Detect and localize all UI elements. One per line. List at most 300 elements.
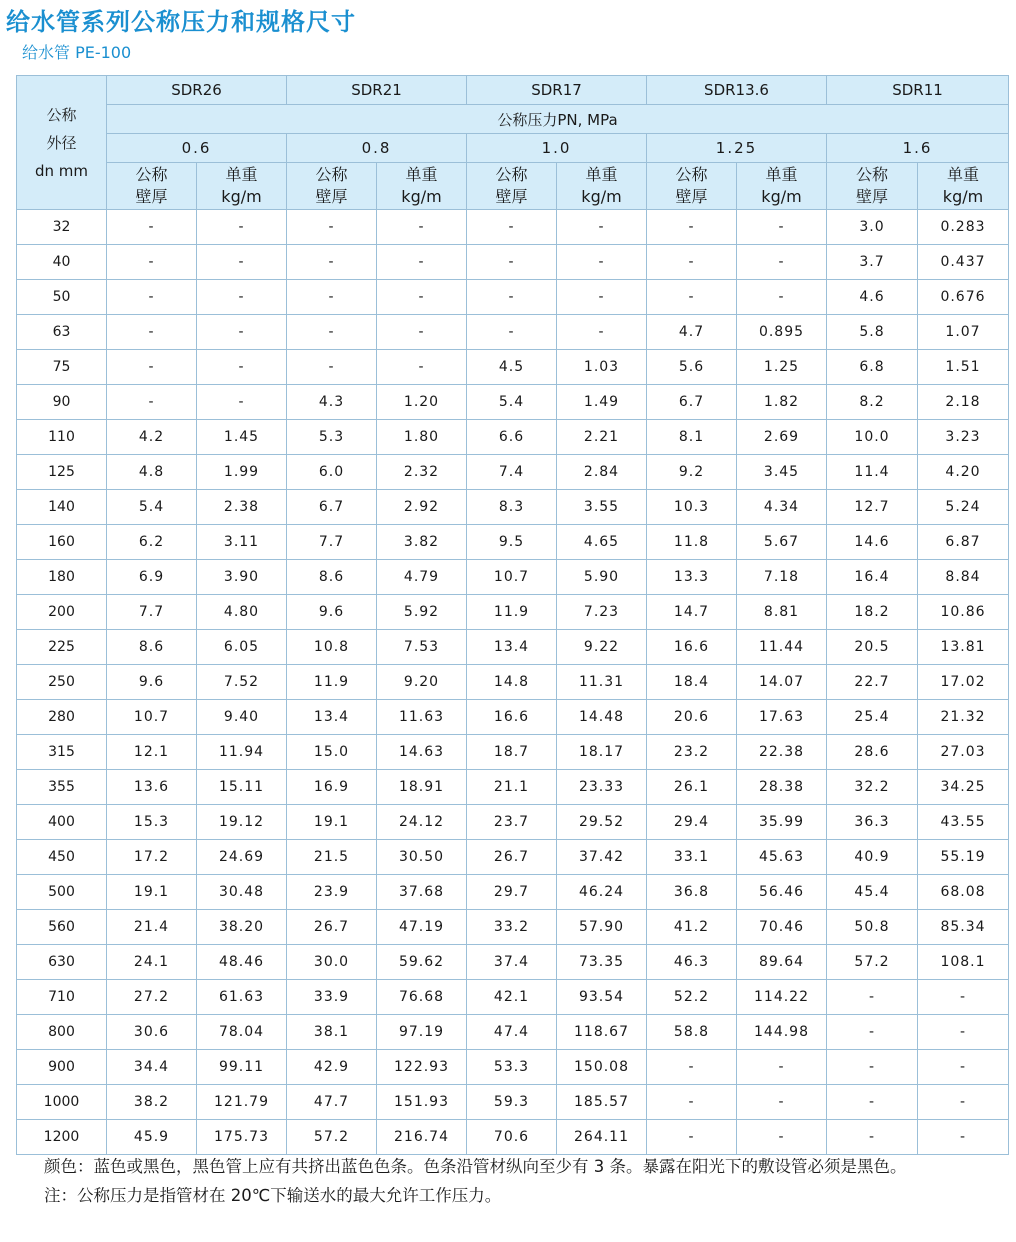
wall-thickness-cell: - (107, 350, 197, 385)
unit-weight-cell: 19.12 (197, 805, 287, 840)
wall-thickness-cell: - (107, 315, 197, 350)
unit-weight-cell: 24.12 (377, 805, 467, 840)
wall-thickness-cell: 12.1 (107, 735, 197, 770)
unit-weight-cell: 1.20 (377, 385, 467, 420)
wall-thickness-cell: 7.7 (107, 595, 197, 630)
wall-thickness-cell: 47.4 (467, 1015, 557, 1050)
unit-weight-cell: - (737, 1050, 827, 1085)
unit-weight-cell: 2.18 (918, 385, 1009, 420)
unit-weight-cell: - (197, 350, 287, 385)
table-row (17, 350, 1009, 385)
unit-weight-cell: 38.20 (197, 910, 287, 945)
unit-weight-cell: - (197, 385, 287, 420)
wall-thickness-cell: 4.5 (467, 350, 557, 385)
unit-weight-cell: 175.73 (197, 1120, 287, 1155)
unit-weight-cell: - (918, 1120, 1009, 1155)
wall-thickness-cell: 6.9 (107, 560, 197, 595)
unit-weight-cell: - (377, 210, 467, 245)
wall-thickness-cell: 52.2 (647, 980, 737, 1015)
wall-thickness-cell: 37.4 (467, 945, 557, 980)
unit-weight-cell: - (557, 245, 647, 280)
wall-thickness-header (647, 163, 737, 210)
wall-thickness-cell: 9.5 (467, 525, 557, 560)
wall-thickness-cell: 59.3 (467, 1085, 557, 1120)
unit-weight-header-line: 单重 (405, 165, 438, 184)
dn-cell: 160 (17, 525, 107, 560)
wall-thickness-cell: 4.6 (827, 280, 918, 315)
unit-weight-cell: 121.79 (197, 1085, 287, 1120)
unit-weight-cell: 43.55 (918, 805, 1009, 840)
unit-weight-cell: - (918, 1050, 1009, 1085)
unit-weight-cell: 14.63 (377, 735, 467, 770)
wall-thickness-header-line: 公称 (675, 165, 708, 184)
wall-thickness-cell: 10.7 (467, 560, 557, 595)
unit-weight-cell: 0.676 (918, 280, 1009, 315)
unit-weight-cell: 47.19 (377, 910, 467, 945)
wall-thickness-cell: 14.6 (827, 525, 918, 560)
wall-thickness-cell: 25.4 (827, 700, 918, 735)
unit-weight-cell: 37.68 (377, 875, 467, 910)
dn-cell: 110 (17, 420, 107, 455)
unit-weight-cell: 2.21 (557, 420, 647, 455)
wall-thickness-cell: 8.2 (827, 385, 918, 420)
unit-weight-header-line: kg/m (942, 187, 984, 206)
unit-weight-cell: 1.82 (737, 385, 827, 420)
wall-thickness-cell: 34.4 (107, 1050, 197, 1085)
wall-thickness-cell: 6.2 (107, 525, 197, 560)
table-row (17, 1050, 1009, 1085)
wall-thickness-cell: 11.8 (647, 525, 737, 560)
table-body (17, 210, 1009, 1155)
wall-thickness-header (467, 163, 557, 210)
wall-thickness-cell: 14.8 (467, 665, 557, 700)
wall-thickness-cell: 20.6 (647, 700, 737, 735)
dn-cell: 900 (17, 1050, 107, 1085)
unit-weight-cell: 28.38 (737, 770, 827, 805)
dn-cell: 63 (17, 315, 107, 350)
wall-thickness-cell: 8.6 (287, 560, 377, 595)
dn-cell: 180 (17, 560, 107, 595)
unit-weight-cell: 10.86 (918, 595, 1009, 630)
unit-weight-cell: 99.11 (197, 1050, 287, 1085)
wall-thickness-cell: 7.7 (287, 525, 377, 560)
unit-weight-cell: 150.08 (557, 1050, 647, 1085)
dn-header-line2: 外径 (46, 133, 77, 152)
pressure-value: 1.25 (647, 134, 827, 163)
page-title: 给水管系列公称压力和规格尺寸 (6, 8, 356, 36)
unit-weight-cell: 3.90 (197, 560, 287, 595)
wall-thickness-cell: 10.3 (647, 490, 737, 525)
wall-thickness-cell: 9.2 (647, 455, 737, 490)
unit-weight-header (377, 163, 467, 210)
wall-thickness-cell: 9.6 (107, 665, 197, 700)
dn-cell: 560 (17, 910, 107, 945)
pressure-value: 1.6 (827, 134, 1009, 163)
wall-thickness-cell: 38.2 (107, 1085, 197, 1120)
unit-weight-cell: 1.45 (197, 420, 287, 455)
dn-cell: 800 (17, 1015, 107, 1050)
wall-thickness-cell: 13.3 (647, 560, 737, 595)
wall-thickness-cell: - (467, 210, 557, 245)
unit-weight-cell: 76.68 (377, 980, 467, 1015)
dn-header (17, 76, 107, 210)
unit-weight-cell: 6.05 (197, 630, 287, 665)
wall-thickness-cell: 33.2 (467, 910, 557, 945)
wall-thickness-cell: 10.7 (107, 700, 197, 735)
unit-weight-cell: 118.67 (557, 1015, 647, 1050)
unit-weight-cell: 1.99 (197, 455, 287, 490)
unit-weight-header-line: 单重 (585, 165, 618, 184)
wall-thickness-header-line: 公称 (855, 165, 888, 184)
unit-weight-cell: 3.45 (737, 455, 827, 490)
unit-weight-cell: 5.92 (377, 595, 467, 630)
unit-weight-cell: 11.31 (557, 665, 647, 700)
unit-weight-cell: 9.40 (197, 700, 287, 735)
unit-weight-cell: 0.895 (737, 315, 827, 350)
wall-thickness-cell: 26.7 (467, 840, 557, 875)
wall-thickness-cell: - (107, 280, 197, 315)
unit-weight-cell: 185.57 (557, 1085, 647, 1120)
unit-weight-cell: 11.63 (377, 700, 467, 735)
unit-weight-cell: 78.04 (197, 1015, 287, 1050)
wall-thickness-cell: 45.9 (107, 1120, 197, 1155)
unit-weight-cell: 48.46 (197, 945, 287, 980)
table-row (17, 665, 1009, 700)
dn-cell: 32 (17, 210, 107, 245)
unit-weight-header (557, 163, 647, 210)
table-row (17, 210, 1009, 245)
unit-weight-cell: - (737, 280, 827, 315)
dn-cell: 90 (17, 385, 107, 420)
wall-thickness-cell: 28.6 (827, 735, 918, 770)
wall-thickness-cell: 13.4 (287, 700, 377, 735)
wall-thickness-cell: 3.0 (827, 210, 918, 245)
unit-weight-cell: - (377, 245, 467, 280)
wall-thickness-cell: 22.7 (827, 665, 918, 700)
wall-thickness-header-line: 壁厚 (315, 187, 348, 206)
wall-thickness-cell: - (647, 1050, 737, 1085)
dn-cell: 140 (17, 490, 107, 525)
unit-weight-cell: 34.25 (918, 770, 1009, 805)
unit-weight-cell: 2.32 (377, 455, 467, 490)
wall-thickness-cell: - (827, 1050, 918, 1085)
table-row (17, 770, 1009, 805)
wall-thickness-cell: 18.4 (647, 665, 737, 700)
unit-weight-header (737, 163, 827, 210)
wall-thickness-header (827, 163, 918, 210)
pressure-value: 0.6 (107, 134, 287, 163)
unit-weight-cell: 4.34 (737, 490, 827, 525)
unit-weight-cell: - (918, 1015, 1009, 1050)
table-row (17, 805, 1009, 840)
unit-weight-cell: 4.79 (377, 560, 467, 595)
unit-weight-cell: 216.74 (377, 1120, 467, 1155)
wall-thickness-cell: 40.9 (827, 840, 918, 875)
unit-weight-cell: 30.48 (197, 875, 287, 910)
wall-thickness-cell: 26.7 (287, 910, 377, 945)
wall-thickness-cell: - (287, 280, 377, 315)
unit-weight-cell: 2.84 (557, 455, 647, 490)
wall-thickness-cell: 11.4 (827, 455, 918, 490)
unit-weight-cell: - (197, 245, 287, 280)
wall-thickness-cell: - (647, 210, 737, 245)
pipe-spec-table (16, 75, 1009, 1155)
wall-thickness-cell: 7.4 (467, 455, 557, 490)
wall-thickness-cell: 29.4 (647, 805, 737, 840)
unit-weight-header (197, 163, 287, 210)
unit-weight-cell: 8.84 (918, 560, 1009, 595)
unit-weight-cell: 144.98 (737, 1015, 827, 1050)
unit-weight-cell: 5.67 (737, 525, 827, 560)
sdr-header: SDR17 (467, 76, 647, 105)
unit-weight-cell: 264.11 (557, 1120, 647, 1155)
wall-thickness-cell: - (647, 1085, 737, 1120)
unit-weight-cell: 7.18 (737, 560, 827, 595)
wall-thickness-cell: - (107, 385, 197, 420)
wall-thickness-cell: 30.0 (287, 945, 377, 980)
dn-cell: 75 (17, 350, 107, 385)
notes (6, 1152, 1010, 1210)
unit-weight-cell: 1.49 (557, 385, 647, 420)
wall-thickness-cell: 57.2 (287, 1120, 377, 1155)
wall-thickness-cell: 4.2 (107, 420, 197, 455)
wall-thickness-cell: 26.1 (647, 770, 737, 805)
table-row (17, 315, 1009, 350)
unit-weight-cell: 21.32 (918, 700, 1009, 735)
wall-thickness-cell: 4.8 (107, 455, 197, 490)
wall-thickness-cell: 57.2 (827, 945, 918, 980)
unit-weight-cell: 108.1 (918, 945, 1009, 980)
wall-thickness-cell: 16.4 (827, 560, 918, 595)
wall-thickness-cell: 11.9 (287, 665, 377, 700)
unit-weight-cell: 59.62 (377, 945, 467, 980)
wall-thickness-cell: 5.4 (467, 385, 557, 420)
wall-thickness-cell: 12.7 (827, 490, 918, 525)
wall-thickness-header (287, 163, 377, 210)
unit-weight-cell: - (737, 245, 827, 280)
wall-thickness-header-line: 壁厚 (495, 187, 528, 206)
wall-thickness-cell: 6.8 (827, 350, 918, 385)
wall-thickness-cell: 38.1 (287, 1015, 377, 1050)
wall-thickness-cell: 16.9 (287, 770, 377, 805)
dn-cell: 710 (17, 980, 107, 1015)
wall-thickness-cell: - (287, 210, 377, 245)
unit-weight-cell: 24.69 (197, 840, 287, 875)
dn-cell: 500 (17, 875, 107, 910)
unit-weight-cell: 14.48 (557, 700, 647, 735)
pressure-label: 公称压力PN, MPa (107, 105, 1009, 134)
wall-thickness-cell: - (287, 315, 377, 350)
unit-weight-cell: 2.38 (197, 490, 287, 525)
wall-thickness-cell: 33.9 (287, 980, 377, 1015)
wall-thickness-cell: - (287, 245, 377, 280)
wall-thickness-cell: 18.7 (467, 735, 557, 770)
wall-thickness-cell: 8.6 (107, 630, 197, 665)
wall-thickness-cell: 10.0 (827, 420, 918, 455)
unit-weight-cell: - (557, 280, 647, 315)
wall-thickness-cell: 19.1 (107, 875, 197, 910)
unit-weight-cell: 3.82 (377, 525, 467, 560)
wall-thickness-cell: 6.0 (287, 455, 377, 490)
wall-thickness-cell: 8.3 (467, 490, 557, 525)
unit-weight-cell: 97.19 (377, 1015, 467, 1050)
unit-weight-cell: 6.87 (918, 525, 1009, 560)
unit-weight-cell: - (377, 350, 467, 385)
unit-weight-cell: 122.93 (377, 1050, 467, 1085)
table-row (17, 700, 1009, 735)
unit-weight-cell: 4.80 (197, 595, 287, 630)
unit-weight-cell: 57.90 (557, 910, 647, 945)
wall-thickness-cell: 4.3 (287, 385, 377, 420)
unit-weight-header-line: 单重 (765, 165, 798, 184)
table-row (17, 1015, 1009, 1050)
unit-weight-cell: 29.52 (557, 805, 647, 840)
unit-weight-cell: 3.23 (918, 420, 1009, 455)
dn-cell: 280 (17, 700, 107, 735)
unit-weight-header-line: 单重 (946, 165, 979, 184)
unit-weight-cell: 7.52 (197, 665, 287, 700)
table-row (17, 945, 1009, 980)
wall-thickness-cell: 18.2 (827, 595, 918, 630)
pressure-value: 0.8 (287, 134, 467, 163)
unit-weight-cell: 13.81 (918, 630, 1009, 665)
wall-thickness-cell: - (107, 245, 197, 280)
wall-thickness-cell: 45.4 (827, 875, 918, 910)
wall-thickness-header-line: 壁厚 (675, 187, 708, 206)
unit-weight-cell: - (197, 210, 287, 245)
wall-thickness-cell: 21.1 (467, 770, 557, 805)
wall-thickness-header-line: 壁厚 (855, 187, 888, 206)
dn-cell: 1000 (17, 1085, 107, 1120)
wall-thickness-cell: 33.1 (647, 840, 737, 875)
dn-cell: 1200 (17, 1120, 107, 1155)
wall-thickness-cell: 17.2 (107, 840, 197, 875)
unit-weight-cell: 45.63 (737, 840, 827, 875)
wall-thickness-cell: 47.7 (287, 1085, 377, 1120)
wall-thickness-header-line: 公称 (495, 165, 528, 184)
unit-weight-cell: 5.24 (918, 490, 1009, 525)
sdr-header: SDR26 (107, 76, 287, 105)
unit-weight-cell: 1.03 (557, 350, 647, 385)
wall-thickness-cell: 42.9 (287, 1050, 377, 1085)
table-row (17, 560, 1009, 595)
unit-weight-cell: - (918, 980, 1009, 1015)
wall-thickness-cell: 29.7 (467, 875, 557, 910)
unit-weight-cell: - (557, 210, 647, 245)
wall-thickness-cell: 70.6 (467, 1120, 557, 1155)
table-row (17, 910, 1009, 945)
unit-weight-cell: 61.63 (197, 980, 287, 1015)
color-note: 颜色：蓝色或黑色，黑色管上应有共挤出蓝色色条。色条沿管材纵向至少有 3 条。暴露在阳光下的敷设管必须是黑色。 (44, 1157, 907, 1176)
unit-weight-cell: 2.69 (737, 420, 827, 455)
unit-weight-cell: 17.02 (918, 665, 1009, 700)
unit-weight-cell: 89.64 (737, 945, 827, 980)
dn-header-line3: dn mm (34, 161, 89, 180)
wall-thickness-cell: 8.1 (647, 420, 737, 455)
table-row (17, 385, 1009, 420)
unit-weight-cell: 4.65 (557, 525, 647, 560)
unit-weight-cell: 35.99 (737, 805, 827, 840)
unit-weight-header-line: kg/m (221, 187, 262, 206)
table-row (17, 455, 1009, 490)
wall-thickness-cell: 11.9 (467, 595, 557, 630)
unit-weight-cell: 3.11 (197, 525, 287, 560)
sdr-header: SDR11 (827, 76, 1009, 105)
wall-thickness-cell: 24.1 (107, 945, 197, 980)
unit-weight-cell: 11.44 (737, 630, 827, 665)
wall-thickness-cell: 36.3 (827, 805, 918, 840)
unit-weight-cell: 1.80 (377, 420, 467, 455)
dn-cell: 315 (17, 735, 107, 770)
dn-cell: 225 (17, 630, 107, 665)
table-row (17, 595, 1009, 630)
dn-cell: 630 (17, 945, 107, 980)
unit-weight-cell: 114.22 (737, 980, 827, 1015)
unit-weight-header (918, 163, 1009, 210)
unit-weight-cell: 73.35 (557, 945, 647, 980)
wall-thickness-cell: 10.8 (287, 630, 377, 665)
unit-weight-cell: 23.33 (557, 770, 647, 805)
unit-weight-cell: - (197, 280, 287, 315)
unit-weight-cell: - (197, 315, 287, 350)
wall-thickness-cell: 16.6 (647, 630, 737, 665)
unit-weight-cell: - (377, 315, 467, 350)
wall-thickness-cell: 27.2 (107, 980, 197, 1015)
wall-thickness-header-line: 公称 (135, 165, 168, 184)
unit-weight-cell: 22.38 (737, 735, 827, 770)
wall-thickness-cell: 30.6 (107, 1015, 197, 1050)
unit-weight-cell: - (377, 280, 467, 315)
pressure-value: 1.0 (467, 134, 647, 163)
wall-thickness-cell: - (467, 280, 557, 315)
unit-weight-cell: 85.34 (918, 910, 1009, 945)
sdr-header: SDR21 (287, 76, 467, 105)
wall-thickness-cell: 19.1 (287, 805, 377, 840)
wall-thickness-cell: 9.6 (287, 595, 377, 630)
unit-weight-cell: 9.22 (557, 630, 647, 665)
table-row (17, 525, 1009, 560)
wall-thickness-cell: - (467, 245, 557, 280)
unit-weight-cell: 1.25 (737, 350, 827, 385)
wall-thickness-cell: 5.3 (287, 420, 377, 455)
unit-weight-cell: 18.91 (377, 770, 467, 805)
wall-thickness-header (107, 163, 197, 210)
unit-weight-cell: 2.92 (377, 490, 467, 525)
unit-weight-cell: - (737, 1085, 827, 1120)
table-row (17, 980, 1009, 1015)
unit-weight-cell: 0.437 (918, 245, 1009, 280)
wall-thickness-cell: - (107, 210, 197, 245)
wall-thickness-cell: 5.8 (827, 315, 918, 350)
wall-thickness-cell: - (287, 350, 377, 385)
unit-weight-cell: 18.17 (557, 735, 647, 770)
wall-thickness-cell: 53.3 (467, 1050, 557, 1085)
wall-thickness-cell: 16.6 (467, 700, 557, 735)
dn-header-line1: 公称 (46, 105, 77, 124)
wall-thickness-cell: - (647, 245, 737, 280)
unit-weight-cell: 7.23 (557, 595, 647, 630)
table-row (17, 490, 1009, 525)
table-row (17, 630, 1009, 665)
pressure-note: 注：公称压力是指管材在 20℃下输送水的最大允许工作压力。 (44, 1186, 502, 1205)
unit-weight-cell: 151.93 (377, 1085, 467, 1120)
unit-weight-cell: - (557, 315, 647, 350)
table-row (17, 735, 1009, 770)
wall-thickness-cell: - (827, 980, 918, 1015)
wall-thickness-cell: 41.2 (647, 910, 737, 945)
table-row (17, 245, 1009, 280)
wall-thickness-cell: 20.5 (827, 630, 918, 665)
